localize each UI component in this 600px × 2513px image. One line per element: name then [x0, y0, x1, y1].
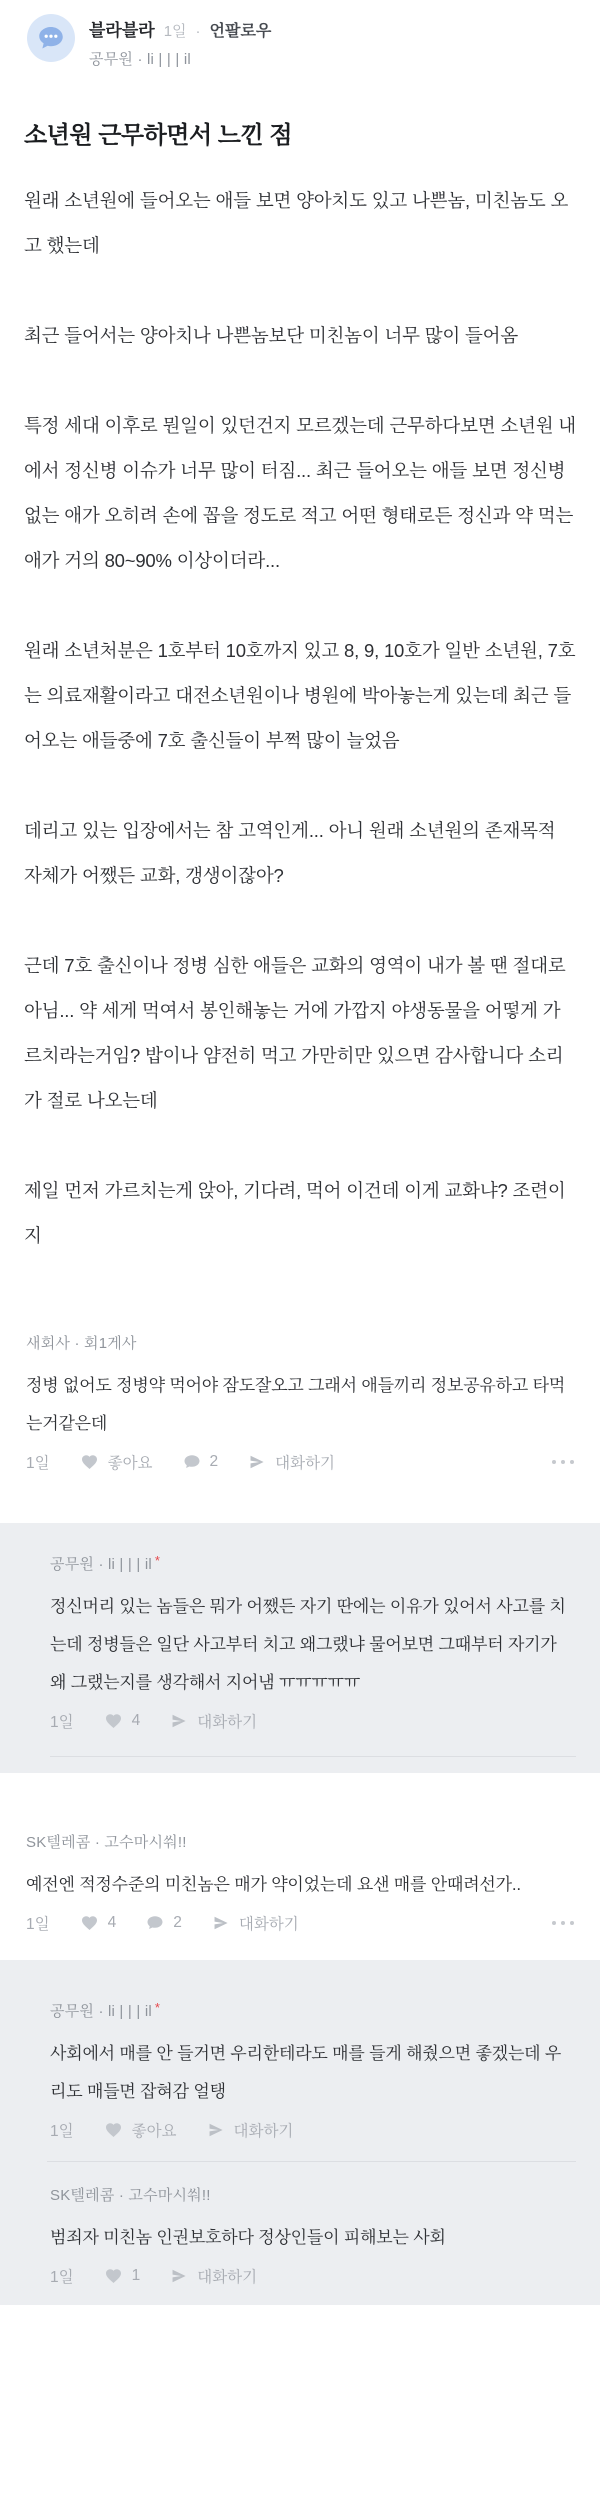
post-paragraph: 근데 7호 출신이나 정병 심한 애들은 교화의 영역이 내가 볼 땐 절대로 아님... 약 세게 먹여서 봉인해놓는 거에 가깝지 야생동물을 어떻게 가르치라는거임? 밥이나 얌전히 먹고 가만히만 있으면 감사합니다 소리가 절로 나오는데	[24, 955, 566, 1111]
like-button[interactable]	[104, 2267, 141, 2285]
comment-meta	[50, 2265, 576, 2287]
send-icon	[170, 2267, 188, 2285]
like-count: 4	[107, 1914, 117, 1931]
comment-section	[0, 1314, 600, 2305]
like-count: 1	[131, 2267, 141, 2284]
send-icon	[248, 1453, 266, 1471]
comment-meta	[50, 2119, 576, 2141]
comment-bubble-icon	[183, 1453, 201, 1471]
comment-author: SK텔레콤 · 고수마시쒀!!	[26, 1834, 187, 1851]
chat-button[interactable]	[207, 2119, 294, 2141]
section-gap	[0, 1773, 600, 1781]
like-label: 좋아요	[107, 1455, 153, 1472]
heart-icon	[104, 1712, 123, 1730]
heart-icon	[80, 1453, 99, 1471]
comment-text: 정병 없어도 정병약 먹어야 잠도잘오고 그래서 애들끼리 정보공유하고 타먹는거같은데	[26, 1376, 566, 1433]
reply-card	[0, 1960, 600, 2305]
chat-button[interactable]	[248, 1451, 335, 1473]
post-body	[24, 178, 576, 1258]
post-paragraph: 제일 먼저 가르치는게 앉아, 기다려, 먹어 이건데 이게 교화냐? 조련이지	[24, 1180, 566, 1246]
like-button[interactable]	[104, 1712, 141, 1730]
send-icon	[207, 2121, 225, 2139]
reply-count: 2	[173, 1914, 182, 1931]
post-paragraph: 원래 소년원에 들어오는 애들 보면 양아치도 있고 나쁜놈, 미친놈도 오고 했는데	[24, 190, 569, 256]
reply-count-button[interactable]	[183, 1453, 219, 1471]
chat-button[interactable]	[170, 1710, 257, 1732]
post-paragraph: 원래 소년처분은 1호부터 10호까지 있고 8, 9, 10호가 일반 소년원, 7호는 의료재활이라고 대전소년원이나 병원에 박아놓는게 있는데 최근 들어오는 애들중에 7호 출신들이 부쩍 많이 늘었음	[24, 640, 576, 751]
chat-label: 대화하기	[197, 2269, 258, 2286]
chat-label: 대화하기	[233, 2123, 294, 2140]
comment-card	[0, 1314, 600, 1493]
comment-time: 1일	[50, 2123, 74, 2140]
comment-time: 1일	[26, 1916, 50, 1933]
reply-card	[0, 1523, 600, 1773]
send-icon	[212, 1914, 230, 1932]
chat-label: 대화하기	[275, 1455, 336, 1472]
divider	[50, 1756, 576, 1757]
chat-bubble-icon	[34, 21, 68, 55]
comment-text: 사회에서 매를 안 들거면 우리한테라도 매를 들게 해줬으면 좋겠는데 우리도 매들면 잡혀감 얼탱	[50, 2044, 562, 2101]
comment-author: 공무원 · li | | | il *	[50, 2000, 161, 2020]
comment-time: 1일	[26, 1455, 50, 1472]
heart-icon	[104, 2267, 123, 2285]
comment-bubble-icon	[146, 1914, 164, 1932]
comment-time: 1일	[50, 1714, 74, 1731]
like-button[interactable]	[104, 2119, 177, 2141]
heart-icon	[80, 1914, 99, 1932]
like-button[interactable]	[80, 1914, 117, 1932]
post-paragraph: 데리고 있는 입장에서는 참 고역인게... 아니 원래 소년원의 존재목적 자체가 어쨌든 교화, 갱생이잖아?	[24, 820, 556, 886]
separator-dot: ·	[195, 23, 201, 40]
board-avatar	[27, 14, 75, 62]
like-label: 좋아요	[131, 2123, 177, 2140]
comment-meta	[50, 1710, 576, 1732]
comment-time: 1일	[50, 2269, 74, 2286]
post-time: 1일	[163, 23, 187, 40]
unfollow-button[interactable]: 언팔로우	[209, 23, 272, 40]
author-badge: *	[154, 1553, 161, 1568]
post-paragraph: 특정 세대 이후로 뭔일이 있던건지 모르겠는데 근무하다보면 소년원 내에서 정신병 이슈가 너무 많이 터짐... 최근 들어오는 애들 보면 정신병 없는 애가 오히려 손에 꼽을 정도로 적고 어떤 형태로든 정신과 약 먹는 애가 거의 80~90% 이상이더라...	[24, 415, 576, 571]
chat-label: 대화하기	[197, 1714, 258, 1731]
more-menu-button[interactable]	[550, 1456, 576, 1468]
chat-button[interactable]	[170, 2265, 257, 2287]
comment-author: 새회사 · 회1게사	[26, 1335, 137, 1352]
comment-meta	[26, 1451, 576, 1473]
post-author-info: 공무원 · li | | | il	[89, 51, 191, 68]
heart-icon	[104, 2121, 123, 2139]
comment-meta	[26, 1912, 576, 1934]
comment-author: SK텔레콤 · 고수마시쒀!!	[50, 2187, 211, 2204]
post-header	[0, 0, 600, 69]
post-paragraph: 최근 들어서는 양아치나 나쁜놈보단 미친놈이 너무 많이 들어옴	[24, 325, 519, 346]
like-button[interactable]	[80, 1451, 153, 1473]
header-text	[89, 14, 271, 69]
chat-button[interactable]	[212, 1912, 299, 1934]
more-menu-button[interactable]	[550, 1917, 576, 1929]
author-badge: *	[154, 2000, 161, 2015]
comment-text: 정신머리 있는 놈들은 뭐가 어쨌든 자기 딴에는 이유가 있어서 사고를 치는데 정병들은 일단 사고부터 치고 왜그랬냐 물어보면 그때부터 자기가 왜 그랬는지를 생각해서 지어냄 ㅠㅠㅠㅠㅠ	[50, 1597, 566, 1692]
comment-card	[0, 1781, 600, 1960]
board-name[interactable]: 블라블라	[89, 21, 155, 40]
comment-text: 예전엔 적정수준의 미친놈은 매가 약이었는데 요샌 매를 안때려선가..	[26, 1875, 521, 1894]
comment-text: 범죄자 미친놈 인권보호하다 정상인들이 피해보는 사회	[50, 2228, 446, 2247]
comment-author: 공무원 · li | | | il *	[50, 1553, 161, 1573]
reply-count: 2	[209, 1453, 219, 1470]
like-count: 4	[131, 1712, 141, 1729]
send-icon	[170, 1712, 188, 1730]
reply-count-button[interactable]	[146, 1914, 182, 1932]
chat-label: 대화하기	[238, 1916, 299, 1933]
post-title: 소년원 근무하면서 느낀 점	[24, 122, 293, 149]
